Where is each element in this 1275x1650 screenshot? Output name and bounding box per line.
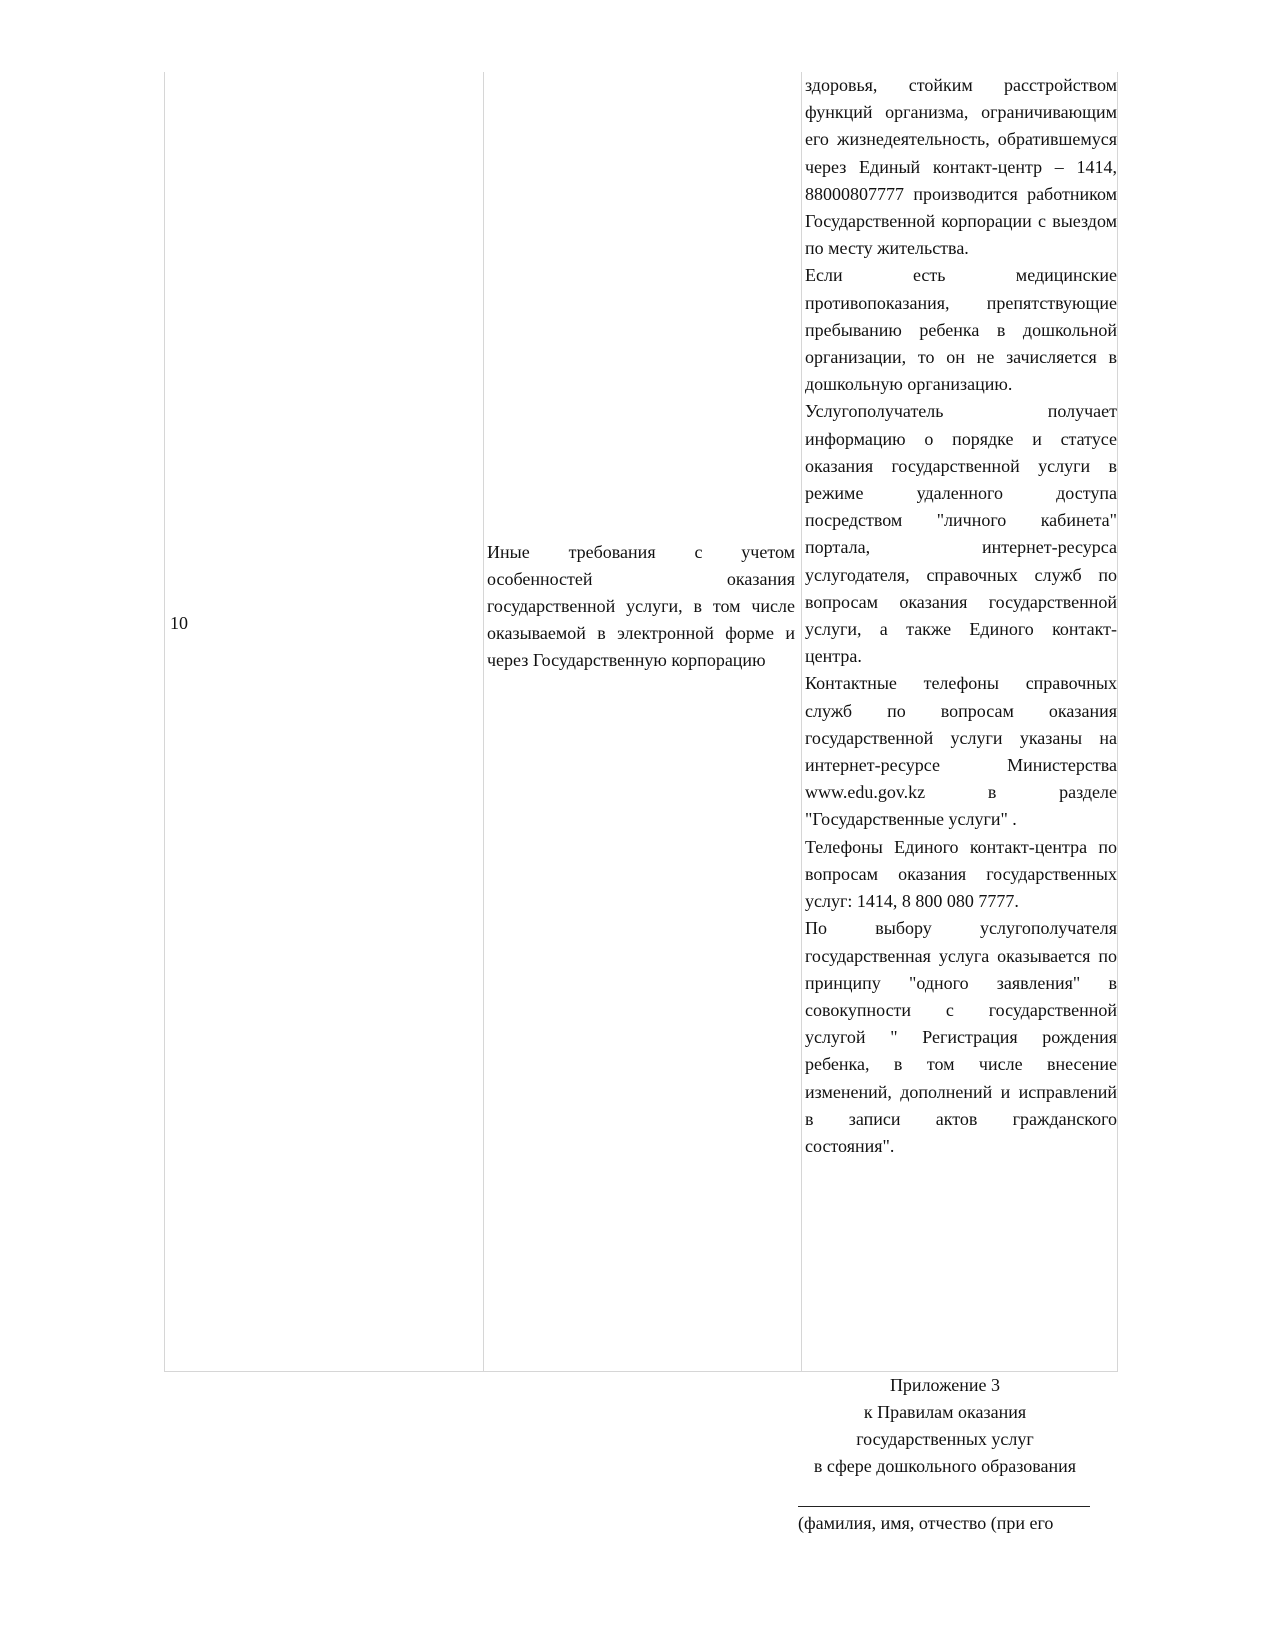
appendix-line-1: Приложение 3 bbox=[889, 1375, 1001, 1395]
paragraph-service-at-home: здоровья, стойким расстройством функций организма, ограничивающим его жизнедеятельность, обратившемуся через Единый контакт-центр – 1414, 88000807777 производится работником Государственной корпорации с выездом по месту жительства. bbox=[805, 75, 1117, 259]
paragraph-contraindications: Если есть медицинские противопоказания, препятствующие пребыванию ребенка в дошкольной организации, то он не зачисляется в дошкольную организацию. bbox=[805, 265, 1117, 395]
paragraph-one-application: По выбору услугополучателя государственная услуга оказывается по принципу "одного заявления" в совокупности с государственной услугой " Регистрация рождения ребенка, в том числе внесение изменений, дополнений и исправлений в записи актов гражданского состояния". bbox=[805, 918, 1117, 1156]
column-divider-1 bbox=[483, 72, 484, 1371]
appendix-line-2: к Правилам оказания bbox=[863, 1402, 1027, 1422]
paragraph-contact-center: Телефоны Единого контакт-центра по вопросам оказания государственных услуг: 1414, 8 800 080 7777. bbox=[805, 836, 1117, 912]
column-divider-2 bbox=[801, 72, 802, 1371]
appendix-header bbox=[740, 1372, 1150, 1480]
paragraph-status-info: Услугополучатель получает информацию о порядке и статусе оказания государственной услуги в режиме удаленного доступа посредством "личного кабинета" портала, интернет-ресурса услугодателя, справочных служб по вопросам оказания государственной услуги, а также Единого контакт-центра. bbox=[805, 401, 1117, 667]
requirement-title: Иные требования с учетом особенностей оказания государственной услуги, в том числе оказываемой в электронной форме и через Государственную корпорацию bbox=[487, 542, 795, 670]
fio-caption: (фамилия, имя, отчество (при его bbox=[798, 1513, 1054, 1533]
services-table bbox=[164, 72, 1118, 1372]
appendix-line-3: государственных услуг bbox=[856, 1429, 1034, 1449]
signature-line bbox=[798, 1506, 1090, 1507]
appendix-line-4: в сфере дошкольного образования bbox=[813, 1456, 1077, 1476]
paragraph-contact-phones: Контактные телефоны справочных служб по вопросам оказания государственной услуги указаны на интернет-ресурсе Министерства www.edu.gov.kz в разделе "Государственные услуги" . bbox=[805, 673, 1117, 830]
requirement-details bbox=[805, 72, 1117, 1160]
row-number: 10 bbox=[170, 613, 188, 633]
